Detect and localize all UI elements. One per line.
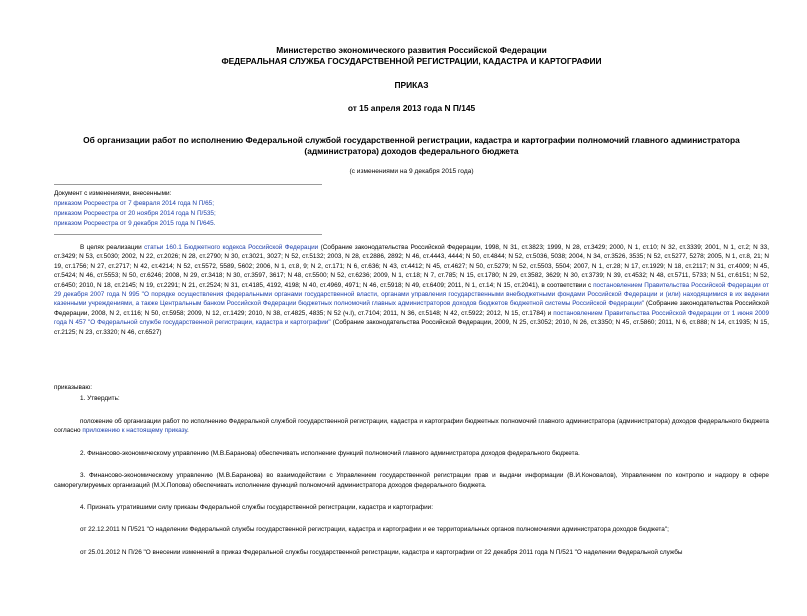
changes-caption: Документ с изменениями, внесенными: [54,190,172,197]
service-name: ФЕДЕРАЛЬНАЯ СЛУЖБА ГОСУДАРСТВЕННОЙ РЕГИСТРАЦИИ, КАДАСТРА И КАРТОГРАФИИ [221,56,602,66]
preamble-lead: В целях реализации [80,244,145,251]
prikazyvayu: приказываю: [54,384,92,392]
resolution-995-link[interactable]: постановлением Правительства Российской Федерации от 29 декабря 2007 года N 995 "О порядке осуществления федеральными органами государственной власти, органами управления государственными внебюджетными фондами Российской Федерации и (или) находящимися в их ведении казенными учреждениями, а также Центральным банком Российской Федерации бюджетных полномочий главных администраторов доходов бюджетов бюджетной системы Российской Федерации" [54,281,769,308]
order-item-2: 2. Финансово-экономическому управлению (М.В.Баранова) обеспечивать исполнение функций полномочий главного администратора доходов федерального бюджета. [80,449,580,457]
document-date-number: от 15 апреля 2013 года N П/145 [347,103,476,113]
preamble-part3: (Собрание законодательства Российской Федерации, 2009, N 25, ст.3052; 2010, N 26, ст.3350; N 45, ст.5860; 2011, N 6, ст.888; N 14, ст.1935; N 15, ст.2125; N 23, ст.3320; N 46, ст.6527) [54,319,769,336]
changes-box [54,184,322,235]
document-type: ПРИКАЗ [394,80,429,90]
repeal-item-1: от 22.12.2011 N П/521 "О наделении Федеральной службы государственной регистрации, кадастра и картографии и ее территориальных органов полномочиями администратора доходов бюджета"; [80,526,669,534]
approve-text: положение об организации работ по исполнению Федеральной службой государственной регистрации, кадастра и картографии бюджетных полномочий главного администратора (администратора) доходов федерального бюджета согласно [54,417,769,435]
order-item-4: 4. Признать утратившими силу приказы Федеральной службы государственной регистрации, кадастра и картографии: [80,503,433,511]
approve-end: . [187,427,189,435]
document-title-line1: Об организации работ по исполнению Федеральной службой государственной регистрации, кадастра и картографии полномочий главного администратора [83,135,740,145]
appendix-link[interactable]: приложению к настоящему приказу [82,427,188,435]
order-item-1: 1. Утвердить: [80,395,120,403]
document-title [54,135,769,157]
budget-code-link[interactable]: статьи 160.1 Бюджетного кодекса Российской Федерации [144,244,319,251]
change-link-1[interactable]: приказом Росреестра от 7 февраля 2014 года N П/65; [54,200,215,207]
ministry-name: Министерство экономического развития Российской Федерации [276,45,547,55]
change-link-3[interactable]: приказом Росреестра от 9 декабря 2015 года N П/645. [54,220,216,227]
change-link-2[interactable]: приказом Росреестра от 20 ноября 2014 года N П/535; [54,210,216,217]
order-item-3: 3. Финансово-экономическому управлению (М.В.Баранова) во взаимодействии с Управлением государственной регистрации прав и выдачи информации (В.И.Коновалов), Управлением по контролю и надзору в сфере саморегулируемых организаций (М.Х.Попова) обеспечивать исполнение функций полномочий администратора доходов федерального бюджета. [54,472,769,489]
approve-paragraph [54,417,769,436]
resolution-457-link[interactable]: постановлением Правительства Российской Федерации от 1 июня 2009 года N 457 "О Федеральной службе государственной регистрации, кадастра и картографии" [54,309,769,327]
preamble-part1: (Собрание законодательства Российской Федерации, 1998, N 31, ст.3823; 1999, N 28, ст.3429; 2000, N 1, ст.10; N 32, ст.3339; 2001, N 1, ст.2; N 33, ст.3429; N 53, ст.5030; 2002, N 22, ст.2026; N 28, ст.2790; N 30, ст.3021, 3027; N 52, ст.5132; 2003, N 28, ст.2886, 2892; N 46, ст.4443, 4444; N 50, ст.4844; N 52, ст.5036, 5038; 2004, N 34, ст.3526, 3535; N 52, ст.5277, 5278; 2005, N 1, ст.8, 21; N 19, ст.1756; N 27, ст.2717; N 42, ст.4214; N 52, ст.5572, 5589, 5602; 2006, N 1, ст.8, 9; N 2, ст.171; N 6, ст.636; N 43, ст.4412; N 45, ст.4627; N 50, ст.5279; N 52, ст.5503, 5504; 2007, N 1, ст.28; N 17, ст.1929; N 18, ст.2117; N 31, ст.4009; N 45, ст.5424; N 46, ст.5553; N 50, ст.6246; 2008, N 29, ст.3418; N 30, ст.3597, 3617; N 48, ст.5500; N 52, ст.6236; 2009, N 1, ст.18; N 7, ст.785; N 15, ст.1780; N 29, ст.3582, 3629; N 30, ст.3739; N 39, ст.4532; N 48, ст.5711, 5733; N 51, ст.6151; N 52, ст.6450; 2010, N 18, ст.2145; N 19, ст.2291; N 21, ст.2524; N 31, ст.4185, 4192, 4198; N 40, ст.4969, 4971; N 46, ст.5918; N 49, ст.6409; 2011, N 1, ст.14; N 15, ст.2041), в соответствии с [54,244,769,289]
document-page [0,45,807,616]
edition-note: (с изменениями на 9 декабря 2015 года) [349,168,474,175]
repeal-item-2: от 25.01.2012 N П/26 "О внесении изменений в приказ Федеральной службы государственной регистрации, кадастра и картографии от 22 декабря 2011 года N П/521 "О наделении Федеральной службы [80,548,683,556]
preamble-paragraph [54,243,769,337]
document-title-line2: (администратора) доходов федерального бюджета [304,146,519,156]
preamble-part2: (Собрание законодательства Российской Федерации, 2008, N 2, ст.116; N 50, ст.5958; 2009, N 12, ст.1429; 2010, N 38, ст.4825, 4835; N 52 (ч.I), ст.7104; 2011, N 36, ст.5148; N 42, ст.5922; 2012, N 15, ст.1784) и [54,300,769,317]
